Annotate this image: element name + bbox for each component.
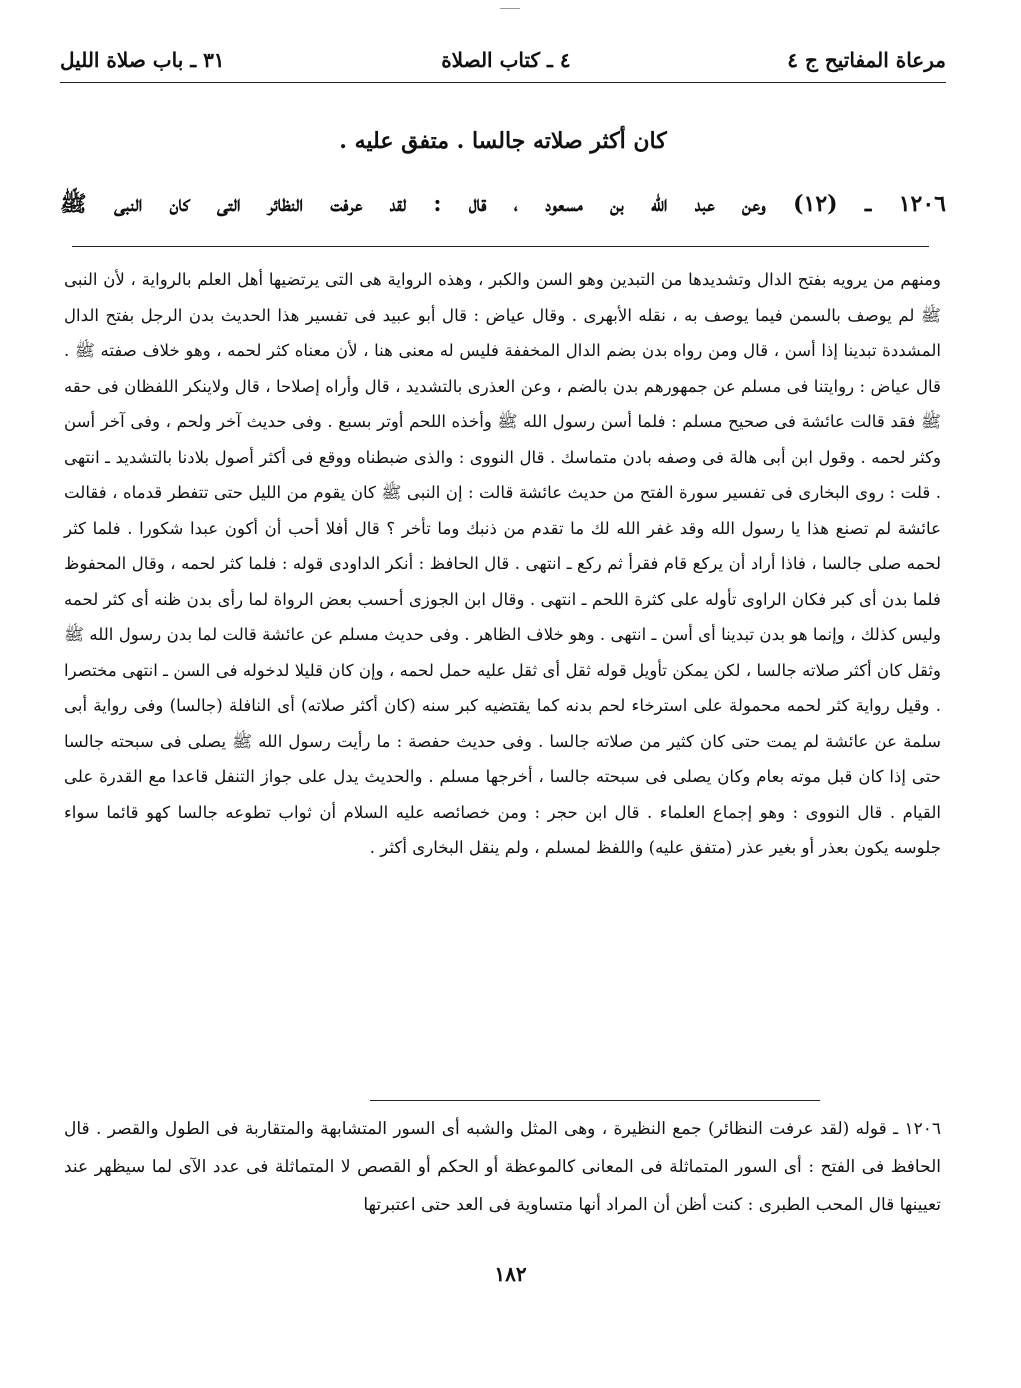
running-header (60, 40, 946, 80)
commentary-divider (370, 1100, 820, 1101)
header-kitab: ٤ ـ كتاب الصلاة (441, 48, 571, 72)
commentary-paragraph: ومنهم من يرويه بفتح الدال وتشديدها من التبدين وهو السن والكبر ، وهذه الرواية هى التى يرتضيها أهل العلم بالرواية ، لأن النبى ﷺ لم يوصف بالسمن فيما يوصف به ، نقله الأبهرى . وقال عياض : قال أبو عبيد فى تفسير هذا الحديث بدن الرجل بفتح الدال المشددة تبدينا إذا أسن ، قال ومن رواه بدن بضم الدال المخففة فليس له معنى هنا ، لأن معناه كثر لحمه ، وهو خلاف صفته ﷺ . قال عياض : روايتنا فى مسلم عن جمهورهم بدن بالضم ، وعن العذرى بالتشديد ، قال وأراه إصلاحا ، قال ولاينكر اللفظان فى حقه ﷺ فقد قالت عائشة فى صحيح مسلم : فلما أسن رسول الله ﷺ وأخذه اللحم أوتر بسبع . وفى حديث آخر ولحم ، وفى آخر أسن وكثر لحمه . وقول ابن أبى هالة فى وصفه بادن متماسك . قال النووى : والذى ضبطناه ووقع فى أكثر أصول بلادنا بالتشديد ـ انتهى . قلت : روى البخارى فى تفسير سورة الفتح من حديث عائشة قالت : إن النبى ﷺ كان يقوم من الليل حتى تتفطر قدماه ، فقالت عائشة لم تصنع هذا يا رسول الله وقد غفر الله لك ما تقدم من ذنبك وما تأخر ؟ قال أفلا أحب أن أكون عبدا شكورا . فلما كثر لحمه صلى جالسا ، فاذا أراد أن يركع قام فقرأ ثم ركع ـ انتهى . قال الحافظ : أنكر الداودى قوله : فلما كثر لحمه ، وقال المحفوظ فلما بدن أى كبر فكان الراوى تأوله على كثرة اللحم ـ انتهى . وقال ابن الجوزى أحسب بعض الرواة لما رأى بدن ظنه أى كثر لحمه وليس كذلك ، وإنما هو بدن تبدينا أى أسن ـ انتهى . وهو خلاف الظاهر . وفى حديث مسلم عن عائشة قالت لما بدن رسول الله ﷺ وثقل كان أكثر صلاته جالسا ، لكن يمكن تأويل قوله ثقل أى ثقل عليه حمل لحمه ، وإن كان قليلا لدخوله فى السن ـ انتهى مختصرا . وقيل رواية كثر لحمه محمولة على استرخاء لحم بدنه كما يقتضيه كبر سنه (كان أكثر صلاته) أى النافلة (جالسا) وفى رواية أبى سلمة عن عائشة لم يمت حتى كان كثير من صلاته جالسا . وفى حديث حفصة : ما رأيت رسول الله ﷺ يصلى فى سبحته جالسا حتى إذا كان قبل موته بعام وكان يصلى فى سبحته جالسا ، أخرجها مسلم . والحديث يدل على جواز التنفل قاعدا مع القدرة على القيام . قال النووى : وهو إجماع العلماء . قال ابن حجر : ومن خصائصه عليه السلام أن ثواب تطوعه جالسا كهو قائما سواء جلوسه يكون بعذر أو بغير عذر (متفق عليه) واللفظ لمسلم ، ولم ينقل البخارى أكثر . (64, 270, 941, 857)
header-bab: ٣١ ـ باب صلاة الليل (60, 48, 225, 72)
page-number: ١٨٢ (494, 1262, 527, 1286)
top-mark (500, 8, 520, 9)
commentary-block (64, 262, 941, 866)
hadith-text-ending: كان أكثر صلاته جالسا . متفق عليه . (339, 128, 667, 154)
explanation-paragraph: ١٢٠٦ ـ قوله (لقد عرفت النظائر) جمع النظيرة ، وهى المثل والشبه أى السور المتشابهة والمتقاربة فى الطول والقصر . قال الحافظ فى الفتح : أى السور المتماثلة فى المعانى كالموعظة أو الحكم أو القصص لا المتماثلة فى عدد الآى لما سيظهر عند تعيينها قال المحب الطبرى : كنت أظن أن المراد أنها متساوية فى العد حتى اعتبرتها (64, 1119, 941, 1215)
explanation-block (64, 1110, 941, 1224)
hadith-1206-text: ١٢٠٦ ـ (١٢) وعن عبد الله بن مسعود ، قال : لقد عرفت النظائر التى كان النبى ﷺ (60, 191, 946, 217)
section-divider (72, 246, 929, 247)
header-divider (60, 82, 946, 83)
header-book-title: مرعاة المفاتيح ج ٤ (787, 48, 946, 72)
